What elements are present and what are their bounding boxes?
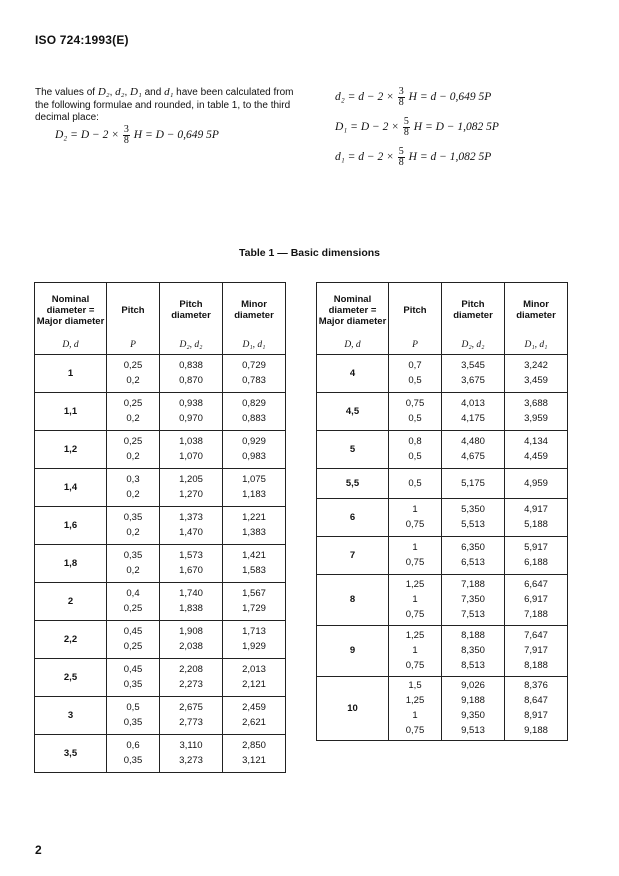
nominal-diameter-cell: 5 xyxy=(317,430,389,468)
pitch-values-cell xyxy=(107,468,160,506)
pitch-values-cell xyxy=(107,696,160,734)
pitch-diameter-value: 9,513 xyxy=(461,725,485,736)
pitch-diameter-value: 1,670 xyxy=(179,565,203,576)
minor-diameter-value: 3,459 xyxy=(524,375,548,386)
pitch-value: 1 xyxy=(412,504,418,515)
nominal-diameter-cell: 7 xyxy=(317,536,389,574)
pitch-value: 0,35 xyxy=(123,550,143,561)
table-row xyxy=(35,734,286,772)
pitch-diameter-value: 1,373 xyxy=(179,512,203,523)
minor-diameter-value: 3,242 xyxy=(524,360,548,371)
pitch-diameter-value: 0,838 xyxy=(179,360,203,371)
header-pitch: Pitch xyxy=(389,283,442,338)
table-body-left xyxy=(35,354,286,772)
pitch-value: 0,5 xyxy=(408,451,422,462)
pitch-value: 0,35 xyxy=(123,512,143,523)
intro-text-end: have been calculated from the following formulae and rounded, in table 1, to the third decimal place: xyxy=(35,87,294,123)
pitch-value: 1,5 xyxy=(408,680,422,691)
minor-diameter-value: 2,621 xyxy=(242,717,266,728)
nominal-diameter-cell: 1 xyxy=(35,354,107,392)
pitch-value: 0,35 xyxy=(123,679,143,690)
pitch-value: 1,25 xyxy=(405,695,425,706)
pitch-diameter-value: 1,838 xyxy=(179,603,203,614)
table-caption: Table 1 — Basic dimensions xyxy=(238,247,381,259)
pitch-diameter-value: 5,350 xyxy=(461,504,485,515)
header-pitch-diameter: Pitch diameter xyxy=(160,283,223,338)
minor-diameter-value: 1,421 xyxy=(242,550,266,561)
pitch-diameter-value: 6,350 xyxy=(461,542,485,553)
nominal-diameter-cell: 4,5 xyxy=(317,392,389,430)
minor-diameter-values-cell xyxy=(223,658,286,696)
table-row xyxy=(35,506,286,544)
pitch-value: 0,75 xyxy=(405,660,425,671)
pitch-diameter-value: 4,175 xyxy=(461,413,485,424)
minor-diameter-value: 0,783 xyxy=(242,375,266,386)
pitch-diameter-values-cell xyxy=(442,536,505,574)
intro-text-start: The values of xyxy=(35,87,98,98)
minor-diameter-values-cell xyxy=(505,468,568,498)
minor-diameter-value: 0,983 xyxy=(242,451,266,462)
minor-diameter-values-cell xyxy=(505,625,568,676)
formula-lhs: d₂ = d − 2 × xyxy=(335,91,394,104)
pitch-diameter-value: 7,513 xyxy=(461,609,485,620)
pitch-diameter-values-cell xyxy=(442,574,505,625)
pitch-value: 0,5 xyxy=(408,413,422,424)
pitch-value: 0,25 xyxy=(123,360,143,371)
minor-diameter-values-cell xyxy=(223,468,286,506)
table-row xyxy=(35,392,286,430)
minor-diameter-value: 0,829 xyxy=(242,398,266,409)
pitch-value: 0,5 xyxy=(408,375,422,386)
minor-diameter-value: 7,917 xyxy=(524,645,548,656)
pitch-diameter-value: 9,026 xyxy=(461,680,485,691)
table-row xyxy=(317,498,568,536)
pitch-diameter-values-cell xyxy=(160,696,223,734)
minor-diameter-value: 2,459 xyxy=(242,702,266,713)
table-row xyxy=(35,354,286,392)
intro-paragraph: The values of D₂, d₂, D₁ and d₁ have been calculated from the following formulae and rounded, in table 1, to the third decimal place: xyxy=(35,86,294,123)
table-row xyxy=(317,625,568,676)
minor-diameter-value: 6,188 xyxy=(524,557,548,568)
pitch-diameter-value: 1,573 xyxy=(179,550,203,561)
pitch-diameter-value: 1,270 xyxy=(179,489,203,500)
pitch-value: 0,35 xyxy=(123,755,143,766)
table-row xyxy=(35,696,286,734)
minor-diameter-values-cell xyxy=(505,354,568,392)
formula-lhs: D₂ = D − 2 × xyxy=(55,129,120,142)
symbol-nominal: D, d xyxy=(317,338,389,355)
pitch-diameter-values-cell xyxy=(160,658,223,696)
pitch-diameter-value: 1,038 xyxy=(179,436,203,447)
fraction-denominator: 8 xyxy=(398,97,404,108)
minor-diameter-value: 4,134 xyxy=(524,436,548,447)
pitch-diameter-values-cell xyxy=(442,392,505,430)
nominal-diameter-cell: 1,4 xyxy=(35,468,107,506)
pitch-diameter-value: 3,545 xyxy=(461,360,485,371)
minor-diameter-values-cell xyxy=(223,430,286,468)
pitch-diameter-values-cell xyxy=(160,430,223,468)
pitch-diameter-value: 0,938 xyxy=(179,398,203,409)
pitch-diameter-value: 3,273 xyxy=(179,755,203,766)
fraction-denominator: 8 xyxy=(403,127,409,138)
pitch-diameter-values-cell xyxy=(160,620,223,658)
intro-var-d2: d₂ xyxy=(115,86,125,98)
pitch-diameter-value: 2,675 xyxy=(179,702,203,713)
pitch-value: 1 xyxy=(412,710,418,721)
pitch-diameter-value: 8,350 xyxy=(461,645,485,656)
minor-diameter-value: 1,075 xyxy=(242,474,266,485)
pitch-value: 0,25 xyxy=(123,436,143,447)
header-nominal-diameter: Nominal diameter = Major diameter xyxy=(35,283,107,338)
pitch-diameter-value: 1,470 xyxy=(179,527,203,538)
pitch-value: 0,35 xyxy=(123,717,143,728)
pitch-values-cell xyxy=(389,536,442,574)
table-row xyxy=(317,392,568,430)
pitch-values-cell xyxy=(389,430,442,468)
table-row xyxy=(317,536,568,574)
pitch-diameter-value: 4,480 xyxy=(461,436,485,447)
pitch-value: 0,75 xyxy=(405,398,425,409)
pitch-diameter-values-cell xyxy=(442,625,505,676)
minor-diameter-values-cell xyxy=(223,620,286,658)
minor-diameter-value: 8,188 xyxy=(524,660,548,671)
nominal-diameter-cell: 1,2 xyxy=(35,430,107,468)
symbol-minor-diameter: D₁, d₁ xyxy=(505,338,568,355)
nominal-diameter-cell: 1,6 xyxy=(35,506,107,544)
table-row xyxy=(317,468,568,498)
page-number: 2 xyxy=(35,843,42,857)
nominal-diameter-cell: 3 xyxy=(35,696,107,734)
pitch-value: 0,4 xyxy=(126,588,140,599)
symbol-nominal: D, d xyxy=(35,338,107,355)
minor-diameter-value: 1,929 xyxy=(242,641,266,652)
minor-diameter-value: 6,647 xyxy=(524,579,548,590)
pitch-value: 0,7 xyxy=(408,360,422,371)
pitch-diameter-values-cell xyxy=(442,468,505,498)
nominal-diameter-cell: 9 xyxy=(317,625,389,676)
formula-d1 xyxy=(335,147,491,168)
pitch-diameter-values-cell xyxy=(160,354,223,392)
pitch-value: 0,75 xyxy=(405,725,425,736)
minor-diameter-value: 0,729 xyxy=(242,360,266,371)
minor-diameter-value: 8,647 xyxy=(524,695,548,706)
nominal-diameter-cell: 2,2 xyxy=(35,620,107,658)
formula-d2 xyxy=(335,87,491,108)
pitch-value: 0,25 xyxy=(123,398,143,409)
header-minor-diameter: Minor diameter xyxy=(223,283,286,338)
intro-var-D1: D₁ xyxy=(130,86,142,98)
pitch-diameter-value: 4,675 xyxy=(461,451,485,462)
pitch-diameter-value: 9,188 xyxy=(461,695,485,706)
minor-diameter-values-cell xyxy=(223,506,286,544)
pitch-values-cell xyxy=(389,468,442,498)
pitch-value: 0,25 xyxy=(123,641,143,652)
minor-diameter-value: 1,729 xyxy=(242,603,266,614)
minor-diameter-value: 1,183 xyxy=(242,489,266,500)
pitch-diameter-values-cell xyxy=(442,430,505,468)
formula-rhs: H = D − 1,082 5P xyxy=(413,121,499,134)
minor-diameter-values-cell xyxy=(505,676,568,740)
pitch-values-cell xyxy=(107,734,160,772)
pitch-value: 0,2 xyxy=(126,489,140,500)
pitch-value: 1 xyxy=(412,594,418,605)
symbol-pitch: P xyxy=(389,338,442,355)
minor-diameter-values-cell xyxy=(223,734,286,772)
minor-diameter-value: 7,188 xyxy=(524,609,548,620)
minor-diameter-value: 0,929 xyxy=(242,436,266,447)
pitch-diameter-value: 9,350 xyxy=(461,710,485,721)
pitch-value: 0,2 xyxy=(126,375,140,386)
formula-rhs: H = D − 0,649 5P xyxy=(133,129,219,142)
pitch-diameter-value: 7,350 xyxy=(461,594,485,605)
pitch-values-cell xyxy=(389,574,442,625)
minor-diameter-value: 1,583 xyxy=(242,565,266,576)
pitch-diameter-value: 3,110 xyxy=(179,740,203,751)
minor-diameter-value: 2,850 xyxy=(242,740,266,751)
pitch-value: 0,5 xyxy=(126,702,140,713)
table-row xyxy=(317,354,568,392)
formula-lhs: D₁ = D − 2 × xyxy=(335,121,400,134)
header-minor-diameter: Minor diameter xyxy=(505,283,568,338)
intro-var-D2: D₂ xyxy=(97,86,110,98)
minor-diameter-value: 4,917 xyxy=(524,504,548,515)
pitch-diameter-values-cell xyxy=(160,392,223,430)
pitch-value: 0,75 xyxy=(405,519,425,530)
nominal-diameter-cell: 3,5 xyxy=(35,734,107,772)
pitch-diameter-values-cell xyxy=(160,468,223,506)
minor-diameter-value: 1,221 xyxy=(242,512,266,523)
pitch-value: 0,75 xyxy=(405,609,425,620)
header-pitch-diameter: Pitch diameter xyxy=(442,283,505,338)
fraction-numerator: 5 xyxy=(398,146,404,157)
pitch-value: 0,6 xyxy=(126,740,140,751)
pitch-diameter-values-cell xyxy=(160,506,223,544)
pitch-values-cell xyxy=(107,506,160,544)
pitch-value: 0,2 xyxy=(126,527,140,538)
table-row xyxy=(35,430,286,468)
minor-diameter-values-cell xyxy=(505,574,568,625)
pitch-diameter-values-cell xyxy=(442,354,505,392)
pitch-diameter-values-cell xyxy=(160,582,223,620)
pitch-diameter-values-cell xyxy=(442,498,505,536)
table-row xyxy=(317,574,568,625)
intro-var-d1: d₁ xyxy=(164,86,174,98)
table-row xyxy=(317,676,568,740)
pitch-value: 0,5 xyxy=(408,477,422,489)
fraction-denominator: 8 xyxy=(123,135,129,146)
minor-diameter-value: 2,013 xyxy=(242,664,266,675)
minor-diameter-value: 3,959 xyxy=(524,413,548,424)
pitch-values-cell xyxy=(389,354,442,392)
minor-diameter-values-cell xyxy=(223,582,286,620)
nominal-diameter-cell: 8 xyxy=(317,574,389,625)
minor-diameter-values-cell xyxy=(223,544,286,582)
minor-diameter-value: 4,959 xyxy=(524,477,548,489)
pitch-value: 0,3 xyxy=(126,474,140,485)
table-row xyxy=(35,620,286,658)
minor-diameter-value: 6,917 xyxy=(524,594,548,605)
pitch-diameter-value: 1,740 xyxy=(179,588,203,599)
table-row xyxy=(35,544,286,582)
minor-diameter-values-cell xyxy=(223,392,286,430)
minor-diameter-value: 9,188 xyxy=(524,725,548,736)
minor-diameter-value: 5,917 xyxy=(524,542,548,553)
basic-dimensions-table-left xyxy=(34,282,286,773)
pitch-diameter-value: 8,513 xyxy=(461,660,485,671)
pitch-values-cell xyxy=(107,582,160,620)
pitch-diameter-value: 3,675 xyxy=(461,375,485,386)
nominal-diameter-cell: 2 xyxy=(35,582,107,620)
table-row xyxy=(35,658,286,696)
pitch-diameter-value: 2,773 xyxy=(179,717,203,728)
minor-diameter-values-cell xyxy=(223,354,286,392)
table-row xyxy=(35,468,286,506)
nominal-diameter-cell: 10 xyxy=(317,676,389,740)
formula-rhs: H = d − 1,082 5P xyxy=(408,151,492,164)
table-body-right xyxy=(317,354,568,740)
document-header: ISO 724:1993(E) xyxy=(35,33,129,47)
pitch-diameter-value: 4,013 xyxy=(461,398,485,409)
minor-diameter-values-cell xyxy=(505,536,568,574)
minor-diameter-value: 0,883 xyxy=(242,413,266,424)
pitch-value: 0,8 xyxy=(408,436,422,447)
fraction-numerator: 3 xyxy=(123,124,129,135)
formula-rhs: H = d − 0,649 5P xyxy=(408,91,492,104)
nominal-diameter-cell: 6 xyxy=(317,498,389,536)
pitch-diameter-value: 1,070 xyxy=(179,451,203,462)
table-row xyxy=(317,430,568,468)
pitch-value: 1,25 xyxy=(405,579,425,590)
table-row xyxy=(35,582,286,620)
formula-D2 xyxy=(55,125,219,146)
basic-dimensions-table-right xyxy=(316,282,568,741)
nominal-diameter-cell: 4 xyxy=(317,354,389,392)
pitch-values-cell xyxy=(107,620,160,658)
minor-diameter-values-cell xyxy=(505,498,568,536)
pitch-values-cell xyxy=(107,354,160,392)
pitch-values-cell xyxy=(107,430,160,468)
pitch-diameter-value: 5,513 xyxy=(461,519,485,530)
pitch-diameter-values-cell xyxy=(160,734,223,772)
pitch-values-cell xyxy=(389,392,442,430)
pitch-values-cell xyxy=(389,676,442,740)
minor-diameter-value: 3,121 xyxy=(242,755,266,766)
pitch-value: 0,2 xyxy=(126,413,140,424)
pitch-values-cell xyxy=(107,544,160,582)
nominal-diameter-cell: 5,5 xyxy=(317,468,389,498)
minor-diameter-value: 2,121 xyxy=(242,679,266,690)
header-nominal-diameter: Nominal diameter = Major diameter xyxy=(317,283,389,338)
pitch-value: 1 xyxy=(412,542,418,553)
minor-diameter-values-cell xyxy=(223,696,286,734)
header-pitch: Pitch xyxy=(107,283,160,338)
minor-diameter-value: 1,383 xyxy=(242,527,266,538)
formula-fraction xyxy=(398,87,405,108)
formula-fraction xyxy=(403,117,410,138)
minor-diameter-value: 1,567 xyxy=(242,588,266,599)
pitch-value: 0,45 xyxy=(123,626,143,637)
pitch-diameter-value: 0,870 xyxy=(179,375,203,386)
pitch-value: 1 xyxy=(412,645,418,656)
minor-diameter-values-cell xyxy=(505,392,568,430)
pitch-diameter-value: 6,513 xyxy=(461,557,485,568)
pitch-diameter-values-cell xyxy=(160,544,223,582)
pitch-value: 0,75 xyxy=(405,557,425,568)
nominal-diameter-cell: 2,5 xyxy=(35,658,107,696)
pitch-diameter-value: 7,188 xyxy=(461,579,485,590)
minor-diameter-values-cell xyxy=(505,430,568,468)
pitch-value: 0,25 xyxy=(123,603,143,614)
pitch-values-cell xyxy=(389,498,442,536)
pitch-value: 0,2 xyxy=(126,451,140,462)
minor-diameter-value: 8,376 xyxy=(524,680,548,691)
pitch-values-cell xyxy=(107,392,160,430)
minor-diameter-value: 7,647 xyxy=(524,630,548,641)
symbol-pitch: P xyxy=(107,338,160,355)
pitch-diameter-value: 2,038 xyxy=(179,641,203,652)
pitch-diameter-value: 2,208 xyxy=(179,664,203,675)
fraction-numerator: 5 xyxy=(403,116,409,127)
pitch-value: 1,25 xyxy=(405,630,425,641)
minor-diameter-value: 5,188 xyxy=(524,519,548,530)
pitch-diameter-values-cell xyxy=(442,676,505,740)
pitch-value: 0,2 xyxy=(126,565,140,576)
symbol-pitch-diameter: D₂, d₂ xyxy=(442,338,505,355)
formula-fraction xyxy=(123,125,130,146)
pitch-values-cell xyxy=(389,625,442,676)
formula-lhs: d₁ = d − 2 × xyxy=(335,151,394,164)
symbol-pitch-diameter: D₂, d₂ xyxy=(160,338,223,355)
minor-diameter-value: 4,459 xyxy=(524,451,548,462)
pitch-value: 0,45 xyxy=(123,664,143,675)
minor-diameter-value: 1,713 xyxy=(242,626,266,637)
fraction-numerator: 3 xyxy=(398,86,404,97)
pitch-diameter-value: 1,205 xyxy=(179,474,203,485)
pitch-diameter-value: 8,188 xyxy=(461,630,485,641)
pitch-values-cell xyxy=(107,658,160,696)
fraction-denominator: 8 xyxy=(398,157,404,168)
minor-diameter-value: 3,688 xyxy=(524,398,548,409)
symbol-minor-diameter: D₁, d₁ xyxy=(223,338,286,355)
pitch-diameter-value: 2,273 xyxy=(179,679,203,690)
nominal-diameter-cell: 1,8 xyxy=(35,544,107,582)
formula-fraction xyxy=(398,147,405,168)
nominal-diameter-cell: 1,1 xyxy=(35,392,107,430)
pitch-diameter-value: 0,970 xyxy=(179,413,203,424)
pitch-diameter-value: 1,908 xyxy=(179,626,203,637)
pitch-diameter-value: 5,175 xyxy=(461,477,485,489)
formula-D1 xyxy=(335,117,499,138)
minor-diameter-value: 8,917 xyxy=(524,710,548,721)
